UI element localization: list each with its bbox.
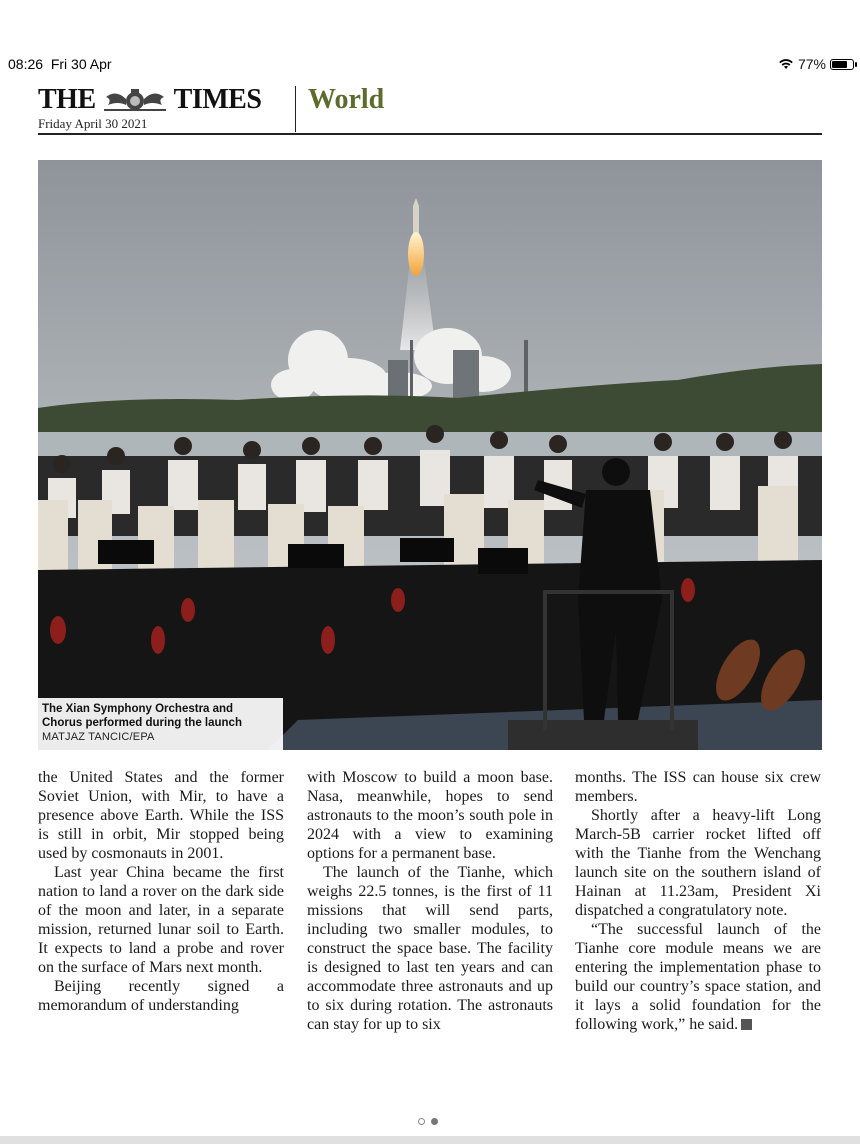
paragraph: Beijing recently signed a memorandum of understanding [38,978,284,1014]
caption-line-1: The Xian Symphony Orchestra and [42,703,234,715]
page-indicator[interactable] [418,1118,438,1125]
times-logo[interactable] [38,84,261,116]
issue-date: Friday April 30 2021 [38,116,148,131]
logo-text-left: THE [38,84,96,115]
royal-crest-icon [98,87,172,113]
status-right [778,56,854,72]
end-of-article-icon [741,1019,752,1030]
battery-fill [832,61,847,68]
page-dot-1[interactable] [418,1118,425,1125]
status-bar [0,0,860,72]
paragraph: the United States and the former Soviet Union, with Mir, to have a presence above Earth. While the ISS is still in orbit, Mir stopped being used by cosmonauts in 2001. [38,769,284,862]
masthead [38,84,822,136]
article-column-3 [575,768,821,1034]
paragraph: with Moscow to build a moon base. Nasa, meanwhile, hopes to send astronauts to the moon’s south pole in 2024 with a view to examining options for a permanent base. [307,769,553,862]
paragraph-text: “The successful launch of the Tianhe core module means we are entering the implementation phase to build our country’s space station, and it lays a solid foundation for the following work,” he said. [575,921,821,1033]
battery-percent: 77% [797,56,826,72]
paragraph: Shortly after a heavy-lift Long March-5B carrier rocket lifted off with the Tianhe from the Wenchang launch site on the southern island of Hainan at 11.23am, President Xi dispatched a congratulatory note. [575,807,821,919]
wifi-icon [778,58,794,70]
status-time: 08:26 Fri 30 Apr [8,56,112,72]
article-column-1 [38,768,284,1015]
article-photo[interactable] [38,160,822,750]
photo-caption [38,698,283,750]
bottom-bar [0,1136,860,1144]
logo-text-right: TIMES [173,84,262,115]
paragraph: months. The ISS can house six crew members. [575,769,821,805]
section-title[interactable]: World [308,84,385,115]
battery-icon [830,59,854,70]
article-column-2 [307,768,553,1034]
paragraph: The launch of the Tianhe, which weighs 22.5 tonnes, is the first of 11 missions that will send parts, including two smaller modules, to construct the space base. The facility is designed to last ten years and can accommodate three astronauts and up to six during rotation. The astronauts can stay for up to six [307,864,553,1033]
rocket-launch-concert-image [38,160,822,750]
paragraph-last [575,920,821,1034]
header-rule [38,133,822,135]
photo-credit: MATJAZ TANCIC/EPA [42,731,155,743]
masthead-divider [295,86,296,132]
caption-line-2: Chorus performed during the launch [42,717,242,729]
paragraph: Last year China became the first nation to land a rover on the dark side of the moon and later, in a separate mission, returned lunar soil to Earth. It expects to land a probe and rover on the surface of Mars next month. [38,864,284,976]
page-dot-2[interactable] [431,1118,438,1125]
